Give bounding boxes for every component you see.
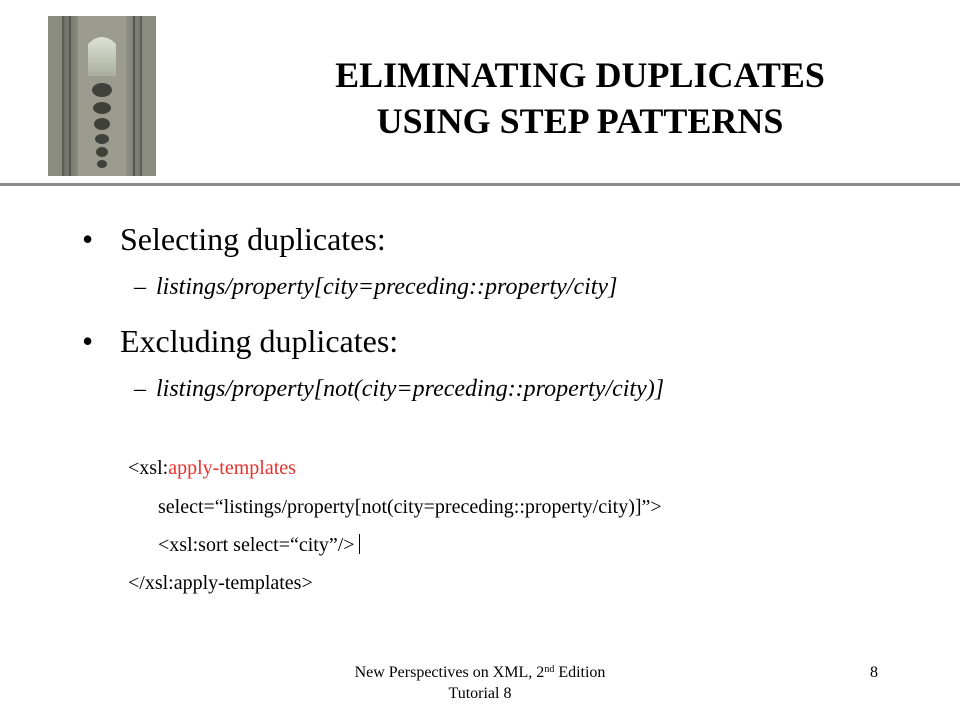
code-line-apply-templates-open — [128, 455, 296, 481]
slide-footer — [300, 662, 660, 704]
bullet-selecting-duplicates — [82, 220, 386, 258]
xpath-expression: listings/property[not(city=preceding::property/city)] — [156, 376, 665, 402]
footer-book-title — [300, 662, 660, 683]
title-line-2: USING STEP PATTERNS — [376, 101, 784, 141]
code-sort-element: <xsl:sort select=“city”/> — [158, 534, 355, 556]
bullet-marker: • — [82, 221, 94, 257]
code-line-sort — [158, 532, 360, 558]
page-number: 8 — [870, 664, 878, 681]
bullet-label: Selecting duplicates: — [120, 221, 386, 257]
xpath-expression: listings/property[city=preceding::property/city] — [156, 274, 618, 300]
title-line-1: ELIMINATING DUPLICATES — [335, 55, 825, 95]
dash-marker: – — [134, 274, 146, 300]
code-tag-prefix: <xsl: — [128, 457, 169, 479]
footer-edition-superscript: nd — [544, 664, 555, 675]
sub-bullet-excluding-xpath — [134, 374, 664, 404]
footer-book-title-text: New Perspectives on XML, 2 — [354, 664, 545, 681]
dash-marker: – — [134, 376, 146, 402]
code-line-select-attribute: select=“listings/property[not(city=preceding::property/city)]”> — [158, 496, 662, 518]
footer-edition-text: Edition — [554, 664, 606, 681]
title-divider — [0, 183, 960, 186]
text-cursor — [359, 534, 360, 554]
bullet-excluding-duplicates — [82, 322, 398, 360]
bullet-marker: • — [82, 323, 94, 359]
footer-tutorial: Tutorial 8 — [448, 685, 512, 702]
bridge-photo — [48, 16, 156, 176]
sub-bullet-selecting-xpath — [134, 272, 617, 302]
bullet-label: Excluding duplicates: — [120, 323, 399, 359]
code-tag-name-highlight: apply-templates — [168, 457, 296, 479]
slide-title — [220, 52, 940, 144]
code-line-apply-templates-close: </xsl:apply-templates> — [128, 572, 313, 594]
